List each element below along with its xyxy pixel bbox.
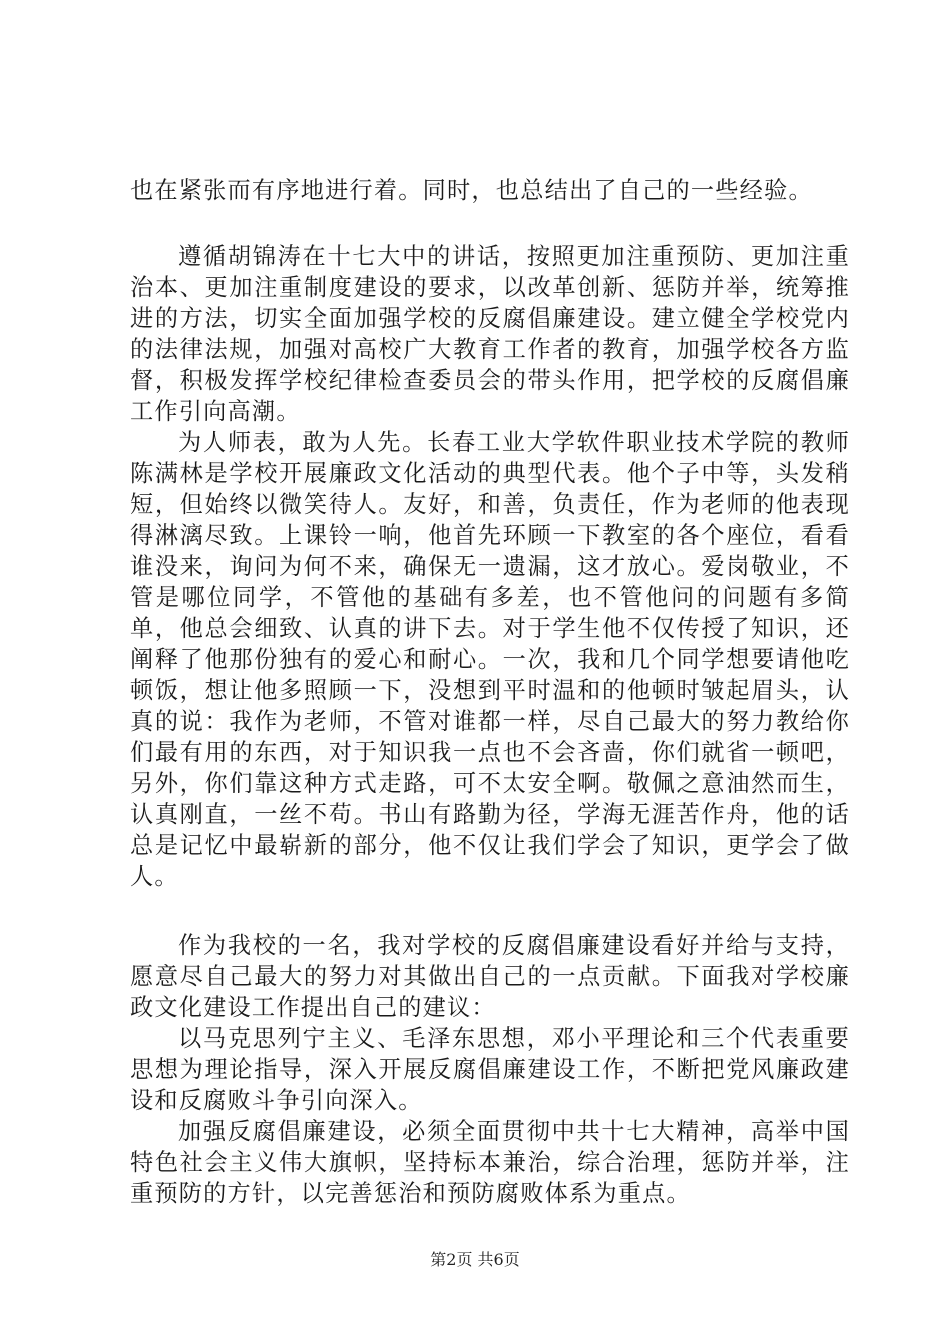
paragraph-support: 作为我校的一名，我对学校的反腐倡廉建设看好并给与支持，愿意尽自己最大的努力对其做出自己的一点贡献。下面我对学校廉政文化建设工作提出自己的建议： [130, 932, 850, 1021]
paragraph-theory: 以马克思列宁主义、毛泽东思想，邓小平理论和三个代表重要思想为理论指导，深入开展反腐倡廉建设工作，不断把党风廉政建设和反腐败斗争引向深入。 [130, 1025, 850, 1114]
paragraph-continuation: 也在紧张而有序地进行着。同时，也总结出了自己的一些经验。 [130, 177, 813, 204]
page-number-footer: 第2页 共6页 [430, 1250, 520, 1269]
paragraph-teacher-example: 为人师表，敢为人先。长春工业大学软件职业技术学院的教师陈满林是学校开展廉政文化活动的典型代表。他个子中等，头发稍短，但始终以微笑待人。友好，和善，负责任，作为老师的他表现得淋漓尽致。上课铃一响，他首先环顾一下教室的各个座位，看看谁没来，询问为何不来，确保无一遗漏，这才放心。爱岗敬业，不管是哪位同学，不管他的基础有多差，也不管他问的问题有多简单，他总会细致、认真的讲下去。对于学生他不仅传授了知识，还阐释了他那份独有的爱心和耐心。一次，我和几个同学想要请他吃顿饭，想让他多照顾一下，没想到平时温和的他顿时皱起眉头，认真的说：我作为老师，不管对谁都一样，尽自己最大的努力教给你们最有用的东西，对于知识我一点也不会吝啬，你们就省一顿吧，另外，你们靠这种方式走路，可不太安全啊。敬佩之意油然而生，认真刚直，一丝不苟。书山有路勤为径，学海无涯苦作舟，他的话总是记忆中最崭新的部分，他不仅让我们学会了知识，更学会了做人。 [130, 429, 850, 890]
document-body [130, 175, 850, 1209]
paragraph-strengthen: 加强反腐倡廉建设，必须全面贯彻中共十七大精神，高举中国特色社会主义伟大旗帜，坚持标本兼治，综合治理，惩防并举，注重预防的方针，以完善惩治和预防腐败体系为重点。 [130, 1118, 850, 1207]
paragraph-guidelines: 遵循胡锦涛在十七大中的讲话，按照更加注重预防、更加注重治本、更加注重制度建设的要求，以改革创新、惩防并举，统筹推进的方法，切实全面加强学校的反腐倡廉建设。建立健全学校党内的法律法规，加强对高校广大教育工作者的教育，加强学校各方监督，积极发挥学校纪律检查委员会的带头作用，把学校的反腐倡廉工作引向高潮。 [130, 243, 850, 425]
